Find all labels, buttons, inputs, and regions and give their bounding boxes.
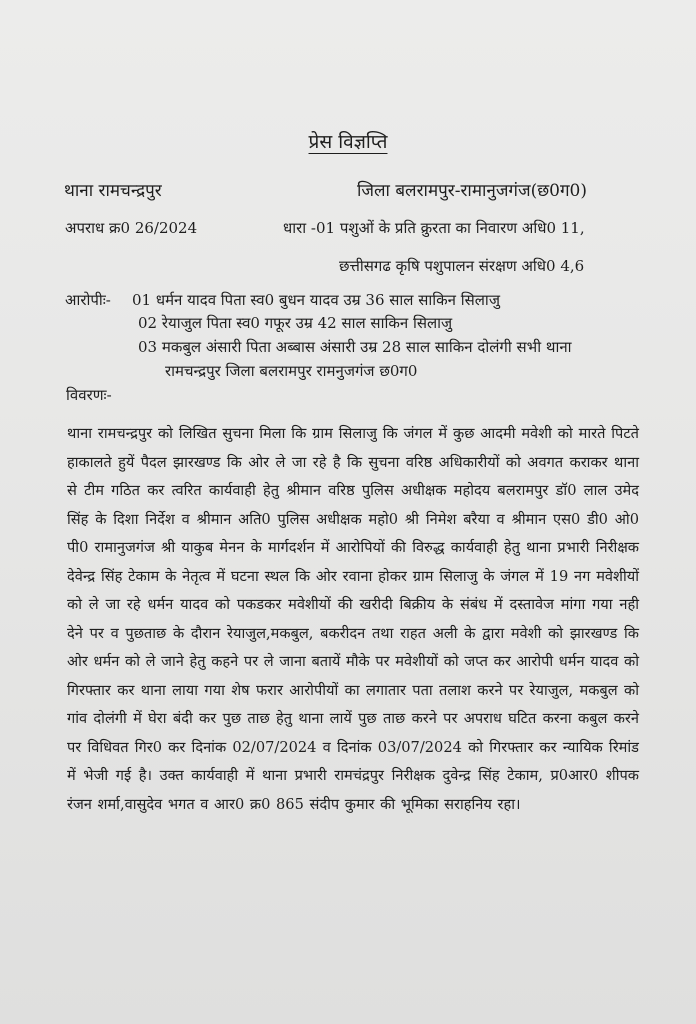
legal-section-line-2: छत्तीसगढ कृषि पशुपालन संरक्षण अधि0 4,6 (339, 257, 585, 275)
accused-item-1: 01 धर्मन यादव पिता स्व0 बुधन यादव उम्र 36 साल साकिन सिलाजु (132, 291, 500, 309)
accused-item-3-continued: रामचन्द्रपुर जिला बलरामपुर रामनुजगंज छ0ग0 (165, 362, 418, 380)
accused-item-2: 02 रेयाजुल पिता स्व0 गफूर उम्र 42 साल साकिन सिलाजु (138, 314, 453, 332)
document-title: प्रेस विज्ञप्ति (308, 131, 388, 153)
crime-number: अपराध क्र0 26/2024 (65, 219, 198, 237)
details-label: विवरणः- (66, 386, 112, 404)
accused-label: आरोपीः- (65, 291, 111, 309)
accused-item-3: 03 मकबुल अंसारी पिता अब्बास अंसारी उम्र 28 साल साकिन दोलंगी सभी थाना (138, 338, 572, 356)
district-name: जिला बलरामपुर-रामानुजगंज(छ0ग0) (357, 181, 588, 201)
details-body: थाना रामचन्द्रपुर को लिखित सुचना मिला कि ग्राम सिलाजु कि जंगल में कुछ आदमी मवेशी को मारते पिटते हाकालते हुयें पैदल झारखण्ड कि ओर ले जा रहे है कि सुचना वरिष्ठ अधिकारीयों को अवगत कराकर थाना से टीम गठित कर त्वरित कार्यवाही हेतु श्रीमान वरिष्ठ पुलिस अधीक्षक महोदय बलरामपुर डॉ0 लाल उमेद सिंह के दिशा निर्देश व श्रीमान अति0 पुलिस अधीक्षक महो0 श्री निमेश बरैया व श्रीमान एस0 डी0 ओ0 पी0 रामानुजगंज श्री याकुब मेनन के मार्गदर्शन में आरोपियों की विरुद्ध कार्यवाही हेतु थाना प्रभारी निरीक्षक देवेन्द्र सिंह टेकाम के नेतृत्व में घटना स्थल कि ओर रवाना होकर ग्राम सिलाजु के जंगल में 19 नग मवेशीयों को ले जा रहे धर्मन यादव को पकडकर मवेशीयों की खरीदी बिक्रीय के संबंध में दस्तावेज मांगा गया नही देने पर व पुछताछ के दौरान रेयाजुल,मकबुल, बकरीदन तथा राहत अली के द्वारा मवेशी को झारखण्ड कि ओर धर्मन को ले जाने हेतु कहने पर ले जाना बतायें मौके पर मवेशीयों को जप्त कर आरोपी धर्मन यादव को गिरफ्तार कर थाना लाया गया शेष फरार आरोपीयों का लगातार पता तलाश करने पर रेयाजुल, मकबुल को गांव दोलंगी में घेरा बंदी कर पुछ ताछ हेतु थाना लायें पुछ ताछ करने पर अपराध घटित करना कबुल करने पर विधिवत गिर0 कर दिनांक 02/07/2024 व दिनांक 03/07/2024 को गिरफ्तार कर न्यायिक रिमांड में भेजी गई है। उक्त कार्यवाही में थाना प्रभारी रामचंद्रपुर निरीक्षक दुवेन्द्र सिंह टेकाम, प्र0आर0 शीपक रंजन शर्मा,वासुदेव भगत व आर0 क्र0 865 संदीप कुमार की भूमिका सराहनिय रहा। (67, 425, 639, 813)
police-station: थाना रामचन्द्रपुर (64, 181, 162, 201)
legal-section-line-1: धारा -01 पशुओं के प्रति क्रुरता का निवारण अधि0 11, (283, 219, 585, 237)
